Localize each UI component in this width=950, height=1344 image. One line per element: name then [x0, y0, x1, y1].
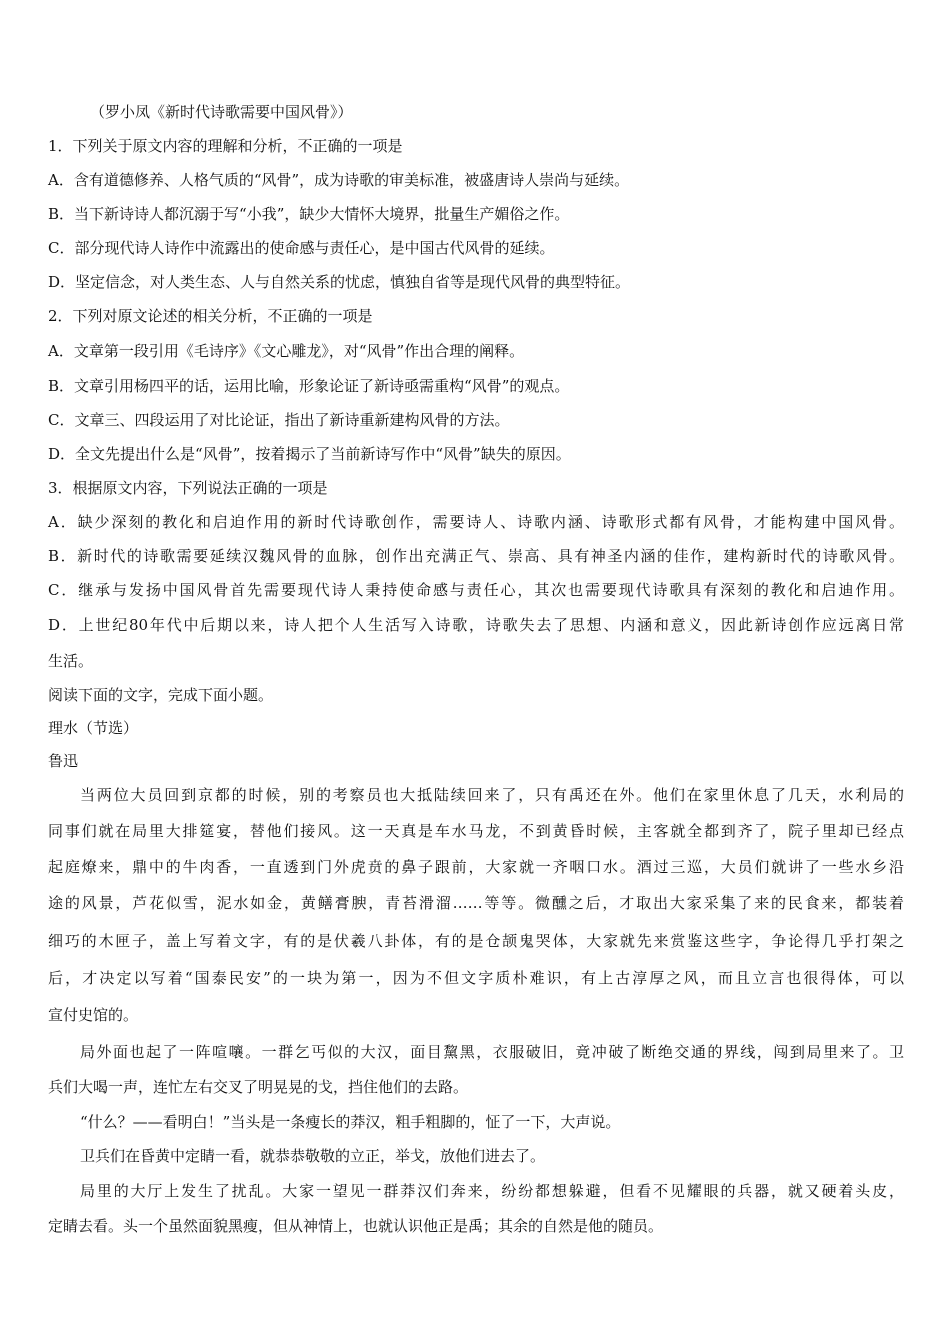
reading-instruction: 阅读下面的文字，完成下面小题。 [48, 686, 274, 704]
question-3-stem: 3．根据原文内容，下列说法正确的一项是 [48, 479, 328, 497]
question-1-stem: 1．下列关于原文内容的理解和分析，不正确的一项是 [48, 137, 403, 155]
passage-p2-line1: 局外面也起了一阵喧嚷。一群乞丐似的大汉，面目黧黑，衣服破旧，竟冲破了断绝交通的界线，闯到局里来了。卫 [80, 1043, 904, 1061]
passage-p1-line2: 同事们就在局里大排筵宴，替他们接风。这一天真是车水马龙，不到黄昏时候，主客就全都到齐了，院子里却已经点 [48, 822, 904, 840]
question-1-option-d: D．坚定信念，对人类生态、人与自然关系的忧虑，慎独自省等是现代风骨的典型特征。 [48, 273, 631, 291]
passage-p1-line5: 细巧的木匣子，盖上写着文字，有的是伏羲八卦体，有的是仓颉鬼哭体，大家就先来赏鉴这些字，争论得几乎打架之 [48, 932, 904, 950]
passage-p1-line7: 宣付史馆的。 [48, 1006, 139, 1024]
passage-p3: “什么？——看明白！”当头是一条瘦长的莽汉，粗手粗脚的，怔了一下，大声说。 [80, 1113, 621, 1131]
question-3-option-c: C．继承与发扬中国风骨首先需要现代诗人秉持使命感与责任心，其次也需要现代诗歌具有深刻的教化和启迪作用。 [48, 581, 904, 599]
passage-p2-line2: 兵们大喝一声，连忙左右交叉了明晃晃的戈，挡住他们的去路。 [48, 1078, 469, 1096]
question-1-option-c: C．部分现代诗人诗作中流露出的使命感与责任心，是中国古代风骨的延续。 [48, 239, 555, 257]
question-2-option-c: C．文章三、四段运用了对比论证，指出了新诗重新建构风骨的方法。 [48, 411, 510, 429]
question-2-option-b: B．文章引用杨四平的话，运用比喻，形象论证了新诗亟需重构“风骨”的观点。 [48, 377, 570, 395]
passage-p5-line1: 局里的大厅上发生了扰乱。大家一望见一群莽汉们奔来，纷纷都想躲避，但看不见耀眼的兵器，就又硬着头皮， [80, 1182, 904, 1200]
passage-p1-line1: 当两位大员回到京都的时候，别的考察员也大抵陆续回来了，只有禹还在外。他们在家里休息了几天，水利局的 [80, 786, 904, 804]
passage-title: 理水（节选） [48, 719, 139, 737]
question-3-option-d-line2: 生活。 [48, 652, 94, 670]
passage-p1-line6: 后，才决定以写着“国泰民安”的一块为第一，因为不但文字质朴难识，有上古淳厚之风，而且立言也很得体，可以 [48, 969, 904, 987]
passage-p4: 卫兵们在昏黄中定睛一看，就恭恭敬敬的立正，举戈，放他们进去了。 [80, 1147, 546, 1165]
question-2-option-a: A．文章第一段引用《毛诗序》《文心雕龙》，对“风骨”作出合理的阐释。 [48, 342, 525, 360]
passage-p1-line3: 起庭燎来，鼎中的牛肉香，一直透到门外虎贲的鼻子跟前，大家就一齐咽口水。酒过三巡，大员们就讲了一些水乡沿 [48, 858, 904, 876]
question-2-stem: 2．下列对原文论述的相关分析，不正确的一项是 [48, 307, 373, 325]
passage-p5-line2: 定睛去看。头一个虽然面貌黑瘦，但从神情上，也就认识他正是禹；其余的自然是他的随员。 [48, 1217, 664, 1235]
question-3-option-a: A．缺少深刻的教化和启迫作用的新时代诗歌创作，需要诗人、诗歌内涵、诗歌形式都有风骨，才能构建中国风骨。 [48, 513, 904, 531]
passage-author: 鲁迅 [48, 752, 79, 770]
question-2-option-d: D．全文先提出什么是“风骨”，按着揭示了当前新诗写作中“风骨”缺失的原因。 [48, 445, 571, 463]
question-3-option-b: B．新时代的诗歌需要延续汉魏风骨的血脉，创作出充满正气、崇高、具有神圣内涵的佳作，建构新时代的诗歌风骨。 [48, 547, 904, 565]
question-1-option-b: B．当下新诗诗人都沉溺于写“小我”，缺少大情怀大境界，批量生产媚俗之作。 [48, 205, 570, 223]
question-1-option-a: A．含有道德修养、人格气质的“风骨”，成为诗歌的审美标准，被盛唐诗人崇尚与延续。 [48, 171, 630, 189]
question-3-option-d-line1: D．上世纪80年代中后期以来，诗人把个人生活写入诗歌，诗歌失去了思想、内涵和意义，因此新诗创作应远离日常 [48, 616, 904, 634]
source-citation: （罗小凤《新时代诗歌需要中国风骨》） [90, 103, 353, 121]
passage-p1-line4: 途的风景，芦花似雪，泥水如金，黄鳝膏腴，青苔滑溜……等等。微醺之后，才取出大家采集了来的民食来，都装着 [48, 894, 904, 912]
